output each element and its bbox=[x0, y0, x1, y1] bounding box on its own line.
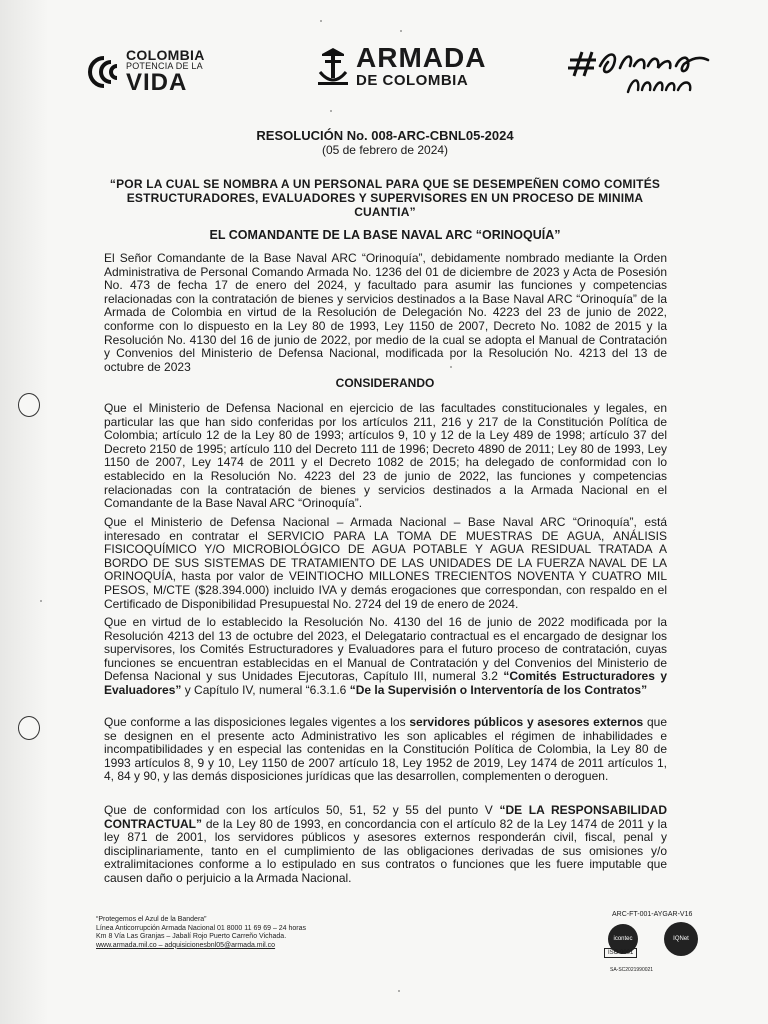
scan-speck bbox=[400, 30, 402, 32]
footer-hotline: Línea Anticorrupción Armada Nacional 01 8000 11 69 69 – 24 horas bbox=[96, 924, 307, 932]
considerando-paragraph-2: Que el Ministerio de Defensa Nacional – Armada Nacional – Base Naval ARC “Orinoquía”, está interesado en contratar el SERVICIO PARA LA TOMA DE MUESTRAS DE AGUA, ANÁLISIS FISICOQUÍMICO Y/O MICROBIOLÓGICO DE AGUA POTABLE Y AGUA RESIDUAL TRATADA A BORDO DE SUS SISTEMAS DE TRATAMIENTO DE LAS UNIDADES DE LA FUERZA NAVAL DE LA ORINOQUÍA, hasta por valor de VEINTIOCHO MILLONES TRECIENTOS NOVENTA Y CUATRO MIL PESOS, M/CTE ($28.394.000) incluido IVA y demás erogaciones que correspondan, con respaldo en el Certificado de Disponibilidad Presupuestal No. 2724 del 19 de enero de 2024. bbox=[104, 515, 667, 611]
punch-hole bbox=[18, 716, 40, 740]
icontec-seal-icon: icontec bbox=[608, 924, 638, 954]
armada-logo bbox=[314, 44, 486, 88]
cert-serial: SA-SC2021990021 bbox=[610, 967, 654, 973]
footer-contact bbox=[96, 916, 306, 950]
vida-text: VIDA bbox=[126, 69, 188, 96]
p4-text-2: que se designen en el presente acto Administrativo les son aplicables el régimen de inhabilidades e incompatibilidades y en especial las contenidas en la Constitución Política de Colombia, la Ley 80 de 1993 artículos 8, 9 y 10, Ley 1150 de 2007 artículo 18, Ley 1952 de 2019, Ley 1474 de 2011 artículos 1, 4, 84 y 90, y las demás disposiciones jurídicas que las desarrollen, complementen o deroguen. bbox=[104, 715, 668, 784]
p5-text-2: de la Ley 80 de 1993, en concordancia con el artículo 82 de la Ley 1474 de 2011 y la ley 871 de 2001, los servidores públicos y asesores externos responderán civil, fiscal, penal y disciplinariamente, tanto en el cumplimiento de las obligaciones derivadas de sus omisiones y/o extralimitaciones conforme a lo estipulado en sus contratos o funciones que les fuere imputable que causen daño o perjuicio a la Armada Nacional. bbox=[104, 816, 667, 885]
scan-shadow bbox=[0, 0, 70, 1024]
scan-speck bbox=[450, 366, 452, 368]
p5-bold: “DE LA RESPONSABILIDAD CONTRACTUAL” bbox=[104, 803, 667, 831]
commander-heading: EL COMANDANTE DE LA BASE NAVAL ARC “ORINOQUÍA” bbox=[209, 228, 561, 242]
el-azul-que-nos-une-logo bbox=[568, 46, 718, 96]
form-code: ARC-FT-001-AYGAR-V16 bbox=[612, 911, 693, 918]
resolution-number: RESOLUCIÓN No. 008-ARC-CBNL05-2024 bbox=[256, 128, 514, 143]
scan-speck bbox=[330, 110, 332, 112]
p3-bold-supervision: “De la Supervisión o Interventoría de los Contratos” bbox=[349, 682, 648, 697]
p5-text: Que de conformidad con los artículos 50, 51, 52 y 55 del punto V bbox=[104, 803, 500, 817]
p3-text: Que en virtud de lo establecido la Resolución No. 4130 del 16 de junio de 2022 modificada por la Resolución 4213 del 13 de octubre del 2023, el Delegatario contractual es el encargado de designar los supervisores, los Comités Estructuradores y Evaluadores para el futuro proceso de contratación, cuyas funciones se encuentran establecidas en el Manual de Contratación y del Convenios del Ministerio de Defensa Nacional y sus Unidades Ejecutoras, Capítulo III, numeral 3.2 bbox=[104, 615, 667, 684]
p4-text: Que conforme a las disposiciones legales vigentes a los bbox=[104, 715, 410, 729]
considerando-paragraph-5 bbox=[104, 804, 667, 886]
punch-hole bbox=[18, 393, 40, 417]
anchor-crest-icon bbox=[314, 44, 352, 88]
colombia-potencia-logo bbox=[84, 48, 205, 95]
scan-speck bbox=[320, 20, 322, 22]
considerando-paragraph-4 bbox=[104, 716, 667, 784]
iqnet-seal-icon: IQNet bbox=[664, 922, 698, 956]
footer-slogan: “Protegemos el Azul de la Bandera” bbox=[96, 916, 207, 923]
colombia-text: COLOMBIA bbox=[126, 47, 205, 63]
considerando-paragraph-1: Que el Ministerio de Defensa Nacional en ejercicio de las facultades constitucionales y legales, en particular las que han sido conferidas por los artículos 211, 216 y 217 de la Constitución Política de Colombia; artículo 12 de la Ley 80 de 1993; artículos 9, 10 y 12 de la Ley 489 de 1998; artículo 37 del Decreto 2150 de 1995; artículo 110 del Decreto 111 de 1996; Decreto 4890 de 2011; Ley 80 de 1993, Ley 1150 de 2007, Ley 1474 de 2011 y el Decreto 1082 de 2015; ha delegado de conformidad con lo establecido en la Resolución No. 4223 del 23 de junio de 2022, las funciones y competencias relacionadas con la contratación de bienes y servicios destinados a la Armada Nacional en el Comandante de la Base Naval ARC “Orinoquía”. bbox=[104, 401, 667, 511]
armada-text: ARMADA bbox=[356, 42, 487, 73]
potencia-text: POTENCIA DE LA bbox=[126, 61, 203, 71]
scan-speck bbox=[398, 990, 400, 992]
resolution-date: (05 de febrero de 2024) bbox=[321, 143, 449, 157]
iso-label: ISO 9001 bbox=[604, 948, 637, 958]
considerando-paragraph-3 bbox=[104, 616, 667, 698]
p4-bold: servidores públicos y asesores externos bbox=[409, 715, 644, 729]
p3-text-2: y Capítulo IV, numeral “6.3.1.6 bbox=[181, 682, 350, 697]
footer-web-link[interactable]: www.armada.mil.co – adquisicionesbnl05@armada.mil.co bbox=[96, 941, 276, 949]
p3-bold-comites: “Comités Estructuradores y Evaluadores” bbox=[104, 669, 667, 697]
intro-paragraph: El Señor Comandante de la Base Naval ARC “Orinoquía”, debidamente nombrado mediante la Orden Administrativa de Personal Comando Armada No. 1236 del 01 de diciembre de 2023 y Acta de Posesión No. 473 de fecha 17 de enero del 2024, y facultado para asumir las funciones y competencias relacionadas con la contratación de bienes y servicios destinados a la Base Naval ARC “Orinoquía” de la Armada de Colombia en virtud de la Resolución de Delegación No. 4223 del 23 de junio de 2022, conforme con lo dispuesto en la Ley 80 de 1993, Ley 1150 de 2007, Decreto No. 1082 de 2015 y la Resolución No. 4130 del 16 de junio de 2022, por medio de la cual se adopta el Manual de Contratación y Convenios del Ministerio de Defensa Nacional, modificada por la Resolución No. 4213 del 13 de octubre de 2023 bbox=[104, 251, 667, 374]
de-colombia-text: DE COLOMBIA bbox=[356, 72, 469, 89]
considerando-heading: CONSIDERANDO bbox=[335, 376, 435, 390]
scan-speck bbox=[40, 600, 42, 602]
colombia-wave-icon bbox=[84, 54, 120, 90]
document-title: “POR LA CUAL SE NOMBRA A UN PERSONAL PARA QUE SE DESEMPEÑEN COMO COMITÉS ESTRUCTURADORES, EVALUADORES Y SUPERVISORES EN UN PROCESO DE MINIMA CUANTIA” bbox=[109, 177, 661, 219]
footer-address: Km 8 Vía Las Granjas – Jabalí Rojo Puerto Carreño Vichada. bbox=[96, 933, 287, 941]
